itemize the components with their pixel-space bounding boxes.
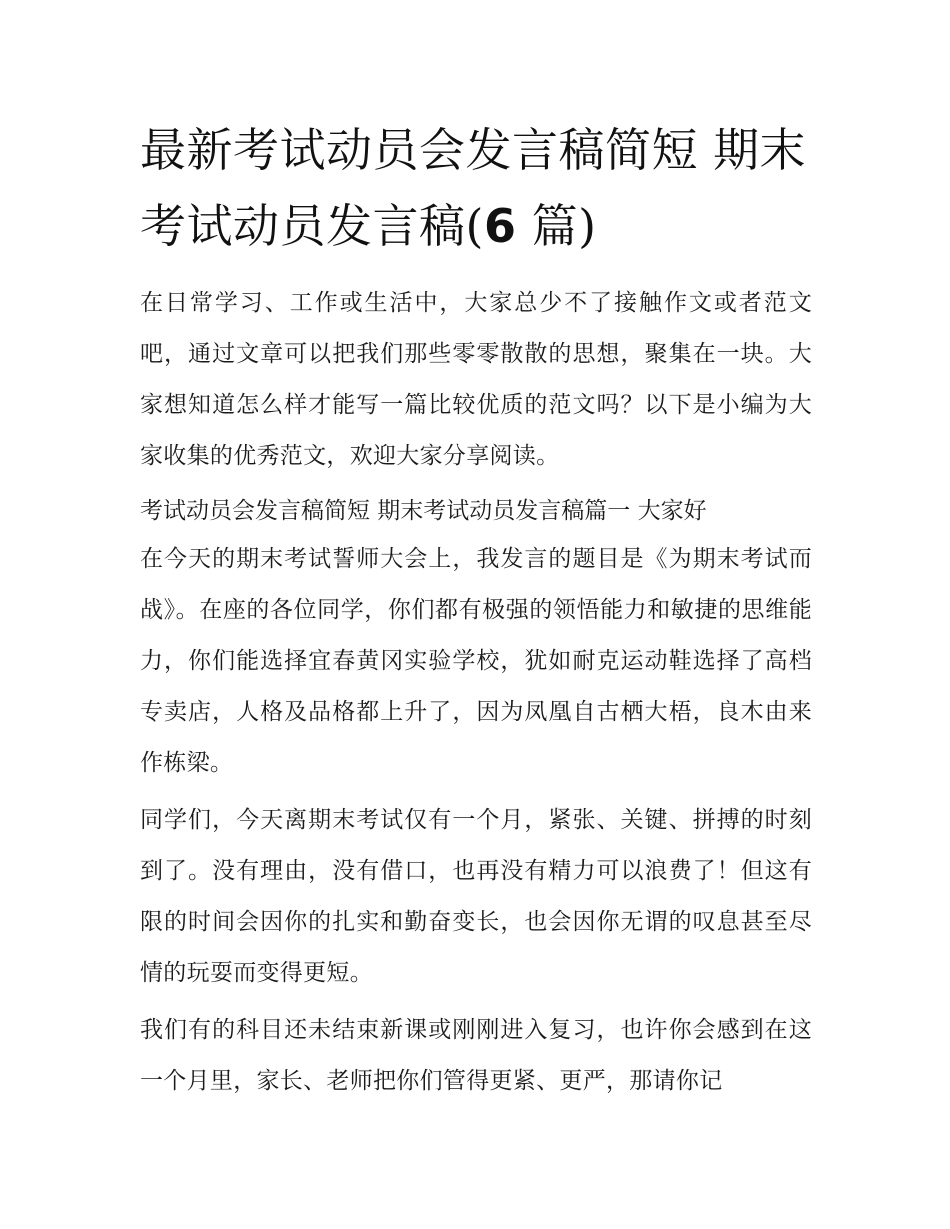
section-heading: 考试动员会发言稿简短 期末考试动员发言稿篇一 大家好 — [140, 498, 707, 524]
body-paragraph-2: 同学们，今天离期末考试仅有一个月，紧张、关键、拼搏的时刻到了。没有理由，没有借口，也再没有精力可以浪费了！但这有限的时间会因你的扎实和勤奋变长，也会因你无谓的叹息甚至尽情的玩耍而变得更短。 — [140, 807, 812, 986]
document-content — [140, 112, 812, 1113]
intro-paragraph: 在日常学习、工作或生活中，大家总少不了接触作文或者范文吧，通过文章可以把我们那些零零散散的思想，聚集在一块。大家想知道怎么样才能写一篇比较优质的范文吗？以下是小编为大家收集的优秀范文，欢迎大家分享阅读。 — [140, 290, 812, 469]
title-count: 6 — [483, 199, 517, 253]
title-text-part1: 最新考试动员会发言稿简短 期末考试动员发言稿( — [140, 123, 807, 253]
body-paragraph-1: 在今天的期末考试誓师大会上，我发言的题目是《为期末考试而战》。在座的各位同学，你们都有极强的领悟能力和敏捷的思维能力，你们能选择宜春黄冈实验学校，犹如耐克运动鞋选择了高档专卖店，人格及品格都上升了，因为凤凰自古栖大梧，良木由来作栋梁。 — [140, 546, 812, 776]
body-paragraph-3: 我们有的科目还未结束新课或刚刚进入复习，也许你会感到在这一个月里，家长、老师把你们管得更紧、更严，那请你记 — [140, 1017, 812, 1094]
title-text-part2: 篇) — [516, 199, 597, 253]
document-title — [140, 112, 812, 264]
